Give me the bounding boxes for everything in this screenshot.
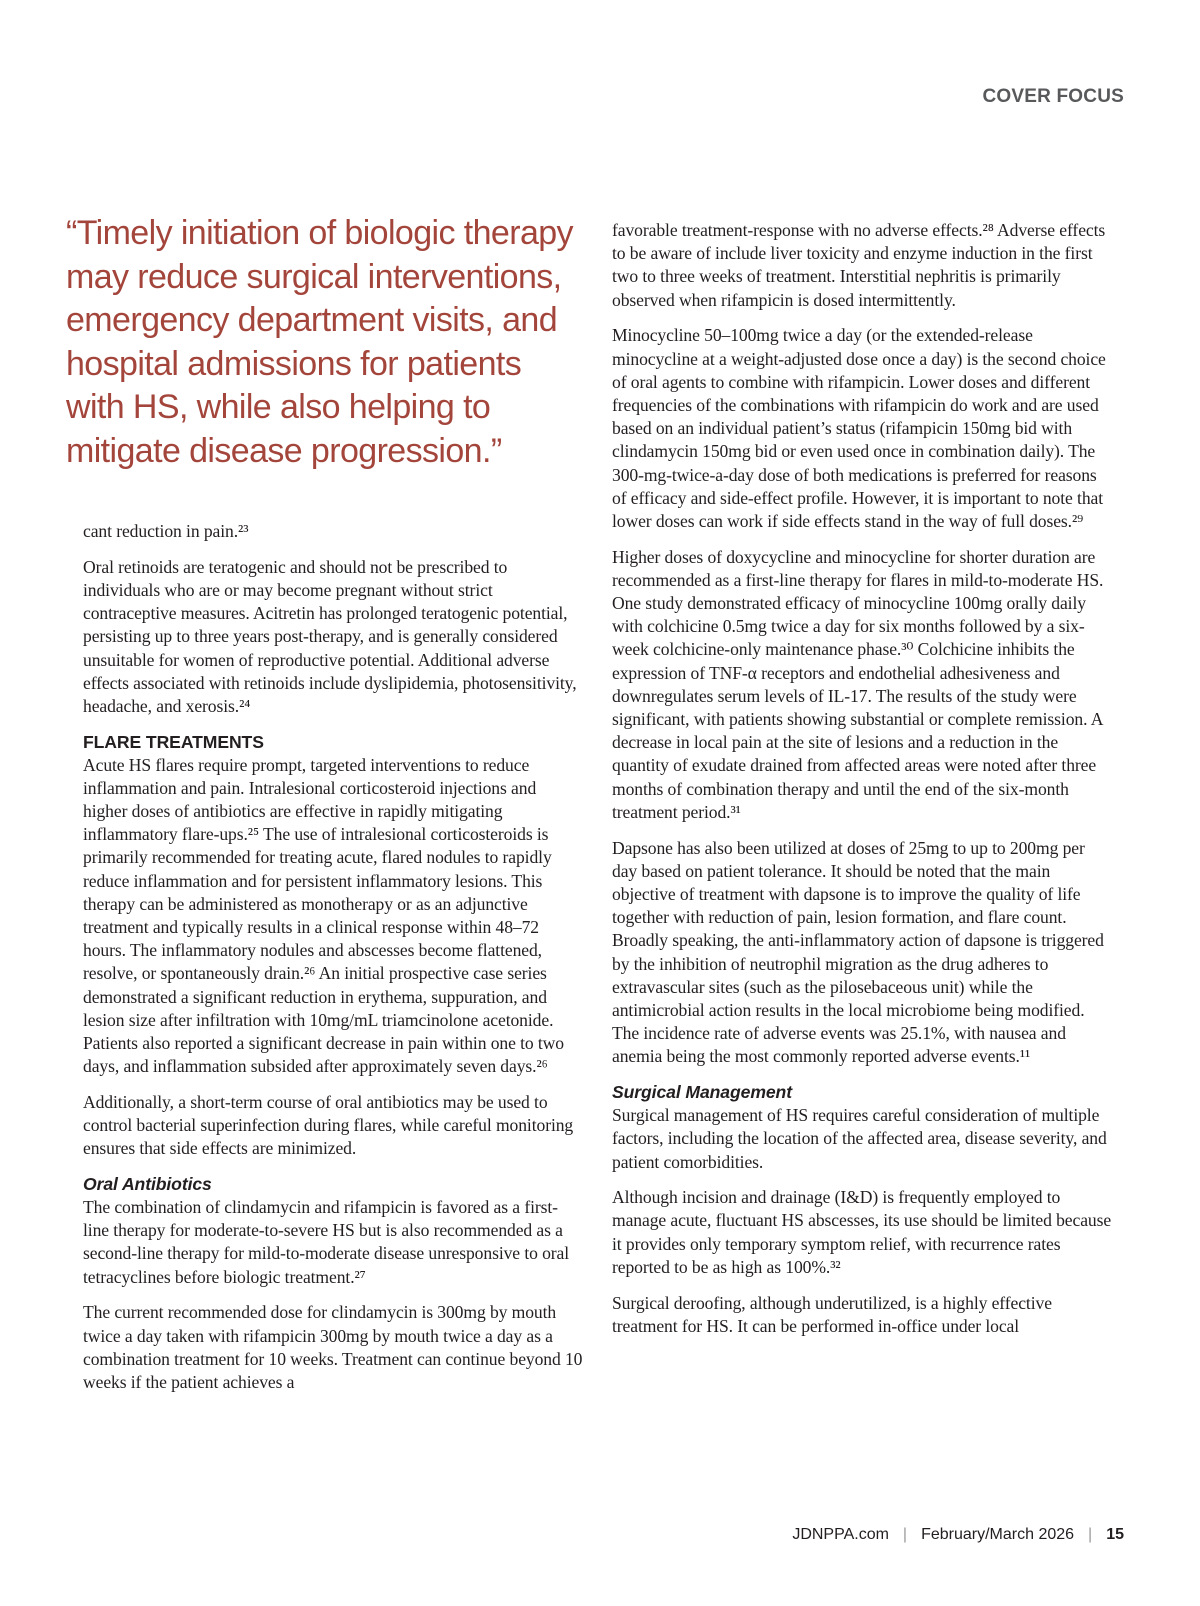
paragraph: The combination of clindamycin and rifampicin is favored as a first-line therapy for moderate-to-severe HS but is also recommended as a second-line therapy for mild-to-moderate disease unresponsive to oral tetracyclines before biologic treatment.²⁷	[83, 1197, 570, 1287]
left-column	[83, 520, 583, 1407]
section-label: COVER FOCUS	[982, 86, 1124, 107]
paragraph: Dapsone has also been utilized at doses of 25mg to up to 200mg per day based on patient tolerance. It should be noted that the main objective of treatment with dapsone is to improve the quality of life together with reduction of pain, lesion formation, and flare count. Broadly speaking, the anti-inflammatory action of dapsone is triggered by the inhibition of neutrophil migration as the drug adheres to extravascular sites (such as the pilosebaceous unit) while the antimicrobial action results in the local microbiome being modified. The incidence rate of adverse events was 25.1%, with nausea and anemia being the most commonly reported adverse events.¹¹	[612, 837, 1104, 1067]
paragraph: Surgical management of HS requires careful consideration of multiple factors, including the location of the affected area, disease severity, and patient comorbidities.	[612, 1105, 1107, 1172]
paragraph: Minocycline 50–100mg twice a day (or the extended-release minocycline at a weight-adjusted dose once a day) is the second choice of oral agents to combine with rifampicin. Lower doses and different frequencies of the combinations with rifampicin do work and are used based on an individual patient’s status (rifampicin 150mg bid with clindamycin 150mg bid or even used once in combination daily). The 300-mg-twice-a-day dose of both medications is preferred for reasons of efficacy and side-effect profile. However, it is important to note that lower doses can work if side effects stand in the way of full doses.²⁹	[612, 325, 1106, 531]
paragraph: Oral retinoids are teratogenic and should not be prescribed to individuals who are or may become pregnant without strict contraceptive measures. Acitretin has prolonged teratogenic potential, persisting up to three years post-therapy, and is generally considered unsuitable for women of reproductive potential. Additional adverse effects associated with retinoids include dyslipidemia, photosensitivity, headache, and xerosis.²⁴	[83, 556, 577, 716]
paragraph: Surgical deroofing, although underutilized, is a highly effective treatment for HS. It can be performed in-office under local	[612, 1292, 1052, 1336]
footer-separator: |	[902, 1526, 908, 1543]
paragraph: Higher doses of doxycycline and minocycline for shorter duration are recommended as a first-line therapy for flares in mild-to-moderate HS. One study demonstrated efficacy of minocycline 100mg orally daily with colchicine 0.5mg twice a day for six months followed by a six-week colchicine-only maintenance phase.³⁰ Colchicine inhibits the expression of TNF-α receptors and endothelial adhesiveness and downregulates serum levels of IL-17. The results of the study were significant, with patients showing substantial or complete remission. A decrease in local pain at the site of lesions and a reduction in the quantity of exudate drained from affected areas were noted after three months of combination therapy and until the end of the six-month treatment period.³¹	[612, 546, 1104, 822]
heading-flare-treatments: FLARE TREATMENTS	[83, 731, 264, 752]
subheading-oral-antibiotics: Oral Antibiotics	[83, 1174, 212, 1195]
footer-issue: February/March 2026	[921, 1526, 1075, 1543]
right-column	[612, 219, 1112, 1350]
paragraph: Although incision and drainage (I&D) is frequently employed to manage acute, fluctuant HS abscesses, its use should be limited because it provides only temporary symptom relief, with recurrence rates reported to be as high as 100%.³²	[612, 1187, 1112, 1277]
paragraph: Additionally, a short-term course of oral antibiotics may be used to control bacterial superinfection during flares, while careful monitoring ensures that side effects are minimized.	[83, 1091, 574, 1159]
pull-quote-text: “Timely initiation of biologic therapy may reduce surgical interventions, emergency department visits, and hospital admissions for patients with HS, while also helping to mitigate disease progression.”	[66, 214, 573, 470]
pull-quote	[66, 212, 586, 473]
subheading-surgical-management: Surgical Management	[612, 1082, 792, 1103]
paragraph: The current recommended dose for clindamycin is 300mg by mouth twice a day taken with rifampicin 300mg by mouth twice a day as a combination treatment for 10 weeks. Treatment can continue beyond 10 weeks if the patient achieves a	[83, 1302, 583, 1392]
footer-separator: |	[1088, 1526, 1093, 1543]
page-footer	[792, 1526, 1124, 1544]
paragraph: Acute HS flares require prompt, targeted interventions to reduce inflammation and pain. Intralesional corticosteroid injections and higher doses of antibiotics are effective in rapidly mitigating inflammatory flare-ups.²⁵ The use of intralesional corticosteroids is primarily recommended for treating acute, flared nodules to rapidly reduce inflammation and for persistent inflammatory lesions. This therapy can be administered as monotherapy or as an adjunctive treatment and typically results in a clinical response within 48–72 hours. The inflammatory nodules and abscesses become flattened, resolve, or spontaneously drain.²⁶ An initial prospective case series demonstrated a significant reduction in erythema, suppuration, and lesion size after infiltration with 10mg/mL triamcinolone acetonide. Patients also reported a significant decrease in pain within one to two days, and inflammation subsided after approximately seven days.²⁶	[83, 754, 564, 1077]
paragraph: favorable treatment-response with no adverse effects.²⁸ Adverse effects to be aware of include liver toxicity and enzyme induction in the first two to three weeks of treatment. Interstitial nephritis is primarily observed when rifampicin is dosed intermittently.	[612, 220, 1106, 310]
paragraph: cant reduction in pain.²³	[83, 521, 249, 541]
page-number: 15	[1106, 1526, 1124, 1543]
footer-site: JDNPPA.com	[792, 1526, 889, 1543]
